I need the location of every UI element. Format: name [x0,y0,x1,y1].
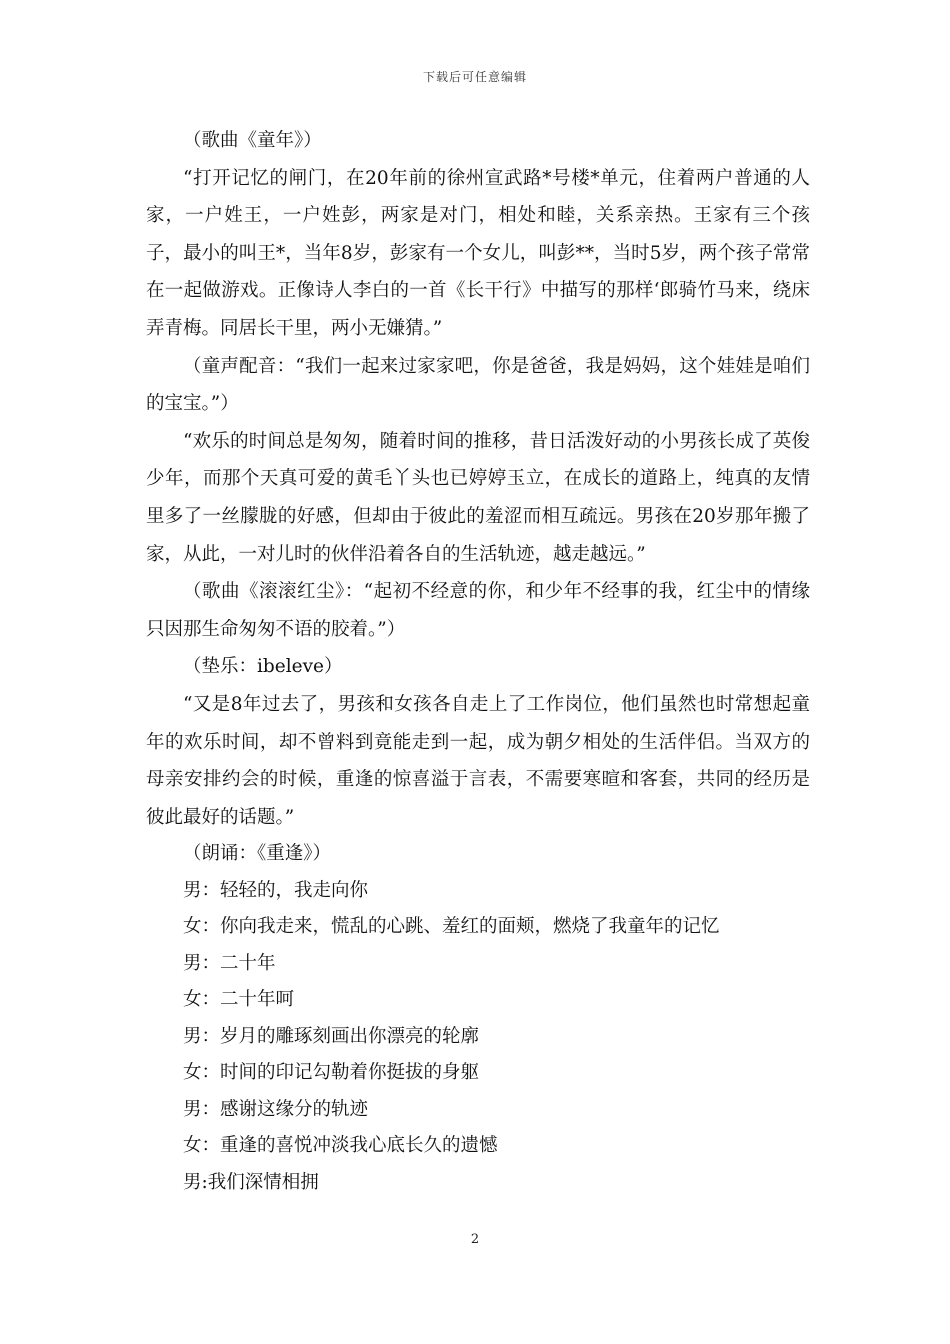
dialogue-line: 男:我们深情相拥 [183,1171,319,1193]
dialogue-line: 男：感谢这缘分的轨迹 [183,1098,369,1120]
page-header: 下载后可任意编辑 [422,70,527,84]
page-number: 2 [470,1232,480,1247]
paragraph-background-music: （垫乐：ibeleve） [183,656,343,678]
paragraph-song-red-dust: （歌曲《滚滚红尘》：“起初不经意的你，和少年不经事的我，红尘中的情缘只因那生命匆匆不语的胶着。”） [146,581,810,640]
paragraph-recitation-title: （朗诵：《重逢》） [183,843,332,865]
dialogue-line: 女：二十年呵 [183,989,295,1011]
dialogue-line: 女：重逢的喜悦冲淡我心底长久的遗憾 [183,1135,498,1157]
paragraph-narration-youth: “欢乐的时间总是匆匆，随着时间的推移，昔日活泼好动的小男孩长成了英俊少年，而那个天真可爱的黄毛丫头也已婷婷玉立，在成长的道路上，纯真的友情里多了一丝朦胧的好感，但却由于彼此的羞涩而相互疏远。男孩在20岁那年搬了家，从此，一对儿时的伙伴沿着各自的生活轨迹，越走越远。” [146,430,810,565]
paragraph-child-voice: （童声配音：“我们一起来过家家吧，你是爸爸，我是妈妈，这个娃娃是咱们的宝宝。”） [146,355,810,415]
dialogue-line: 男：二十年 [183,952,276,974]
dialogue-line: 女：时间的印记勾勒着你挺拔的身躯 [183,1062,480,1084]
document-body [146,122,810,1201]
dialogue-line: 男：轻轻的，我走向你 [183,879,369,901]
paragraph-song-childhood: （歌曲《童年》） [183,130,322,151]
dialogue-line: 女：你向我走来，慌乱的心跳、羞红的面颊，燃烧了我童年的记忆 [183,916,720,938]
paragraph-narration-reunion: “又是8年过去了，男孩和女孩各自走上了工作岗位，他们虽然也时常想起童年的欢乐时间，却不曾料到竟能走到一起，成为朝夕相处的生活伴侣。当双方的母亲安排约会的时候，重逢的惊喜溢于言表，不需要寒暄和客套，共同的经历是彼此最好的话题。” [146,693,810,828]
dialogue-line: 男：岁月的雕琢刻画出你漂亮的轮廓 [183,1025,480,1047]
paragraph-narration-memory: “打开记忆的闸门，在20年前的徐州宣武路*号楼*单元，住着两户普通的人家，一户姓王，一户姓彭，两家是对门，相处和睦，关系亲热。王家有三个孩子，最小的叫王*，当年8岁，彭家有一个女儿，叫彭**，当时5岁，两个孩子常常在一起做游戏。正像诗人李白的一首《长干行》中描写的那样‘郎骑竹马来，绕床弄青梅。同居长干里，两小无嫌猜。” [146,167,810,339]
